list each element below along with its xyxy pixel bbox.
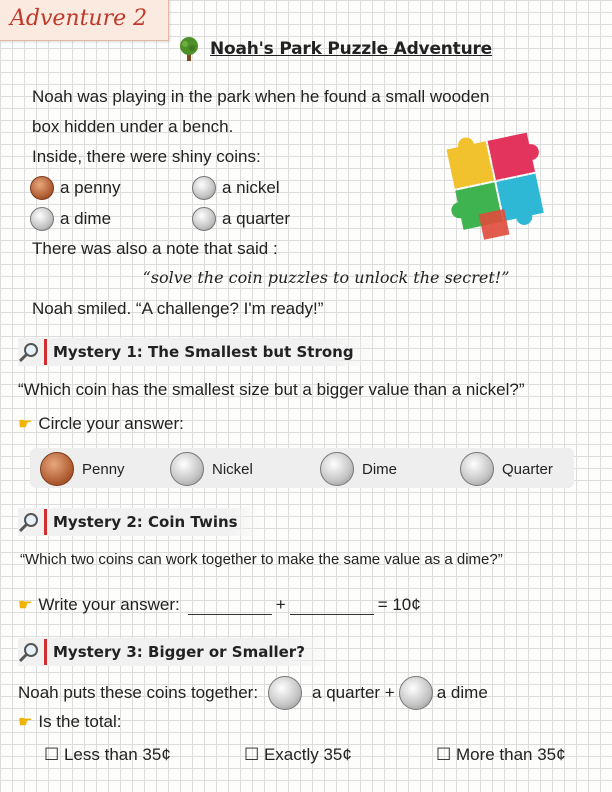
coin-label: a quarter bbox=[222, 209, 291, 228]
tab-label: Adventure 2 bbox=[10, 6, 148, 31]
penny-coin-icon bbox=[40, 452, 74, 486]
dime-coin-icon bbox=[30, 207, 54, 231]
magnifier-icon bbox=[18, 511, 40, 533]
accent-bar bbox=[44, 509, 47, 535]
nickel-coin-icon bbox=[192, 176, 216, 200]
equals-ten-cents: = 10¢ bbox=[377, 595, 421, 614]
mystery-2-heading: Mystery 2: Coin Twins bbox=[53, 513, 238, 531]
coin-item-penny bbox=[30, 176, 121, 200]
quarter-coin-icon bbox=[268, 676, 302, 710]
pointing-hand-icon: ☛ bbox=[18, 714, 33, 731]
mystery-3-question-row bbox=[18, 712, 122, 732]
note-text: “solve the coin puzzles to unlock the secret!” bbox=[142, 268, 510, 287]
option-more-than-35[interactable]: ☐ More than 35¢ bbox=[436, 745, 566, 764]
coin-label: a nickel bbox=[222, 178, 280, 197]
answer-option-penny[interactable] bbox=[40, 452, 125, 486]
coin-label: a penny bbox=[60, 178, 121, 197]
mystery-2-question: “Which two coins can work together to make the same value as a dime?” bbox=[20, 551, 503, 568]
mystery-3-question: Is the total: bbox=[38, 712, 122, 731]
answer-option-nickel[interactable] bbox=[170, 452, 253, 486]
answer-label: Quarter bbox=[502, 460, 553, 478]
pointing-hand-icon: ☛ bbox=[18, 416, 33, 433]
pointing-hand-icon: ☛ bbox=[18, 597, 33, 614]
coin-dime-label: a dime bbox=[436, 683, 488, 702]
answer-option-dime[interactable] bbox=[320, 452, 397, 486]
quarter-coin-icon bbox=[192, 207, 216, 231]
magnifier-icon bbox=[18, 641, 40, 663]
magnifier-icon bbox=[18, 341, 40, 363]
answer-blank-1[interactable] bbox=[188, 600, 272, 615]
story-line-3: Inside, there were shiny coins: bbox=[32, 147, 261, 166]
mystery-1-heading: Mystery 1: The Smallest but Strong bbox=[53, 343, 354, 361]
accent-bar bbox=[44, 339, 47, 365]
mystery-2-header bbox=[18, 508, 262, 536]
penny-coin-icon bbox=[30, 176, 54, 200]
plus-sign: + bbox=[275, 595, 286, 614]
coin-item-dime bbox=[30, 207, 111, 231]
mystery-3-header bbox=[18, 638, 329, 666]
dime-coin-icon bbox=[320, 452, 354, 486]
puzzle-pieces-icon bbox=[434, 130, 560, 250]
story-line-2: box hidden under a bench. bbox=[32, 117, 234, 136]
story-line-4: There was also a note that said : bbox=[32, 239, 278, 258]
mystery-3-coins-row bbox=[18, 676, 488, 710]
title-row bbox=[176, 36, 492, 62]
option-exactly-35[interactable]: ☐ Exactly 35¢ bbox=[244, 745, 352, 764]
answer-label: Dime bbox=[362, 460, 398, 478]
answer-option-quarter[interactable] bbox=[460, 452, 553, 486]
accent-bar bbox=[44, 639, 47, 665]
nickel-coin-icon bbox=[170, 452, 204, 486]
coin-item-quarter bbox=[192, 207, 290, 231]
adventure-tab bbox=[0, 0, 169, 41]
story-line-1: Noah was playing in the park when he found a small wooden bbox=[32, 87, 490, 106]
tree-icon bbox=[176, 36, 202, 62]
coin-label: a dime bbox=[60, 209, 112, 228]
option-less-than-35[interactable]: ☐ Less than 35¢ bbox=[44, 745, 171, 764]
coin-item-nickel bbox=[192, 176, 280, 200]
quarter-coin-icon bbox=[460, 452, 494, 486]
answer-blank-2[interactable] bbox=[290, 600, 374, 615]
mystery-2-answer-row bbox=[18, 595, 421, 615]
mystery-1-question: “Which coin has the smallest size but a bigger value than a nickel?” bbox=[18, 380, 525, 399]
dime-coin-icon bbox=[399, 676, 433, 710]
coin-quarter-label: a quarter + bbox=[312, 683, 395, 702]
mystery-2-instruction: Write your answer: bbox=[38, 595, 180, 614]
page-title: Noah's Park Puzzle Adventure bbox=[210, 39, 493, 59]
mystery-3-heading: Mystery 3: Bigger or Smaller? bbox=[53, 643, 305, 661]
story-line-5: Noah smiled. “A challenge? I'm ready!” bbox=[32, 299, 324, 318]
answer-label: Nickel bbox=[212, 460, 253, 478]
answer-label: Penny bbox=[82, 460, 125, 478]
mystery-1-instruction: Circle your answer: bbox=[38, 414, 184, 433]
mystery-1-header bbox=[18, 338, 378, 366]
mystery-3-line: Noah puts these coins together: bbox=[18, 683, 259, 702]
mystery-1-instruction-row bbox=[18, 414, 184, 434]
